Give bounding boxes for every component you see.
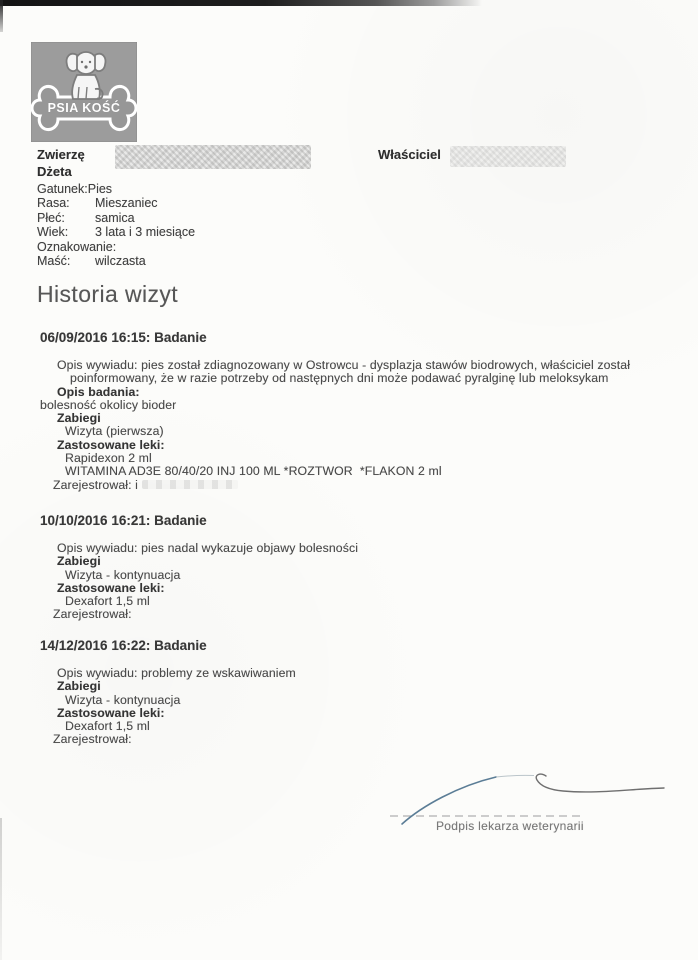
- clinic-logo: [31, 42, 137, 142]
- field-label: Oznakowanie:: [37, 239, 117, 254]
- visit-line: Opis wywiadu: pies został zdiagnozowany w Ostrowcu - dysplazja stawów biodrowych, właściciel został: [57, 358, 631, 372]
- visit-heading: 06/09/2016 16:15: Badanie: [40, 330, 207, 345]
- animal-row-marking: [37, 240, 195, 254]
- visit-line: Zabiegi: [57, 411, 101, 426]
- visit-line: Opis wywiadu: problemy ze wskawiwaniem: [57, 666, 296, 680]
- field-label: Gatunek:Pies: [37, 182, 113, 196]
- visit-line: Zastosowane leki:: [57, 580, 165, 595]
- visit-line-registered-by: Zarejestrował:: [53, 732, 132, 747]
- visit-line: Opis badania:: [57, 384, 140, 399]
- visit-line: Zabiegi: [57, 679, 101, 694]
- field-value: Mieszaniec: [95, 196, 158, 211]
- scan-artifact-top-bar: [0, 0, 482, 6]
- visit-line: bolesność okolicy bioder: [40, 397, 177, 412]
- visit-line-registered-by: Zarejestrował: i: [40, 479, 670, 492]
- redacted-registrar-name: [142, 480, 238, 489]
- visit-heading: 10/10/2016 16:21: Badanie: [40, 513, 207, 528]
- visit-entry-1: [40, 330, 670, 492]
- field-label: Wiek:: [37, 225, 69, 240]
- field-label: Płeć:: [37, 210, 65, 225]
- animal-row-species: [37, 182, 195, 196]
- field-value: 3 lata i 3 miesiące: [95, 225, 196, 240]
- visit-line: Opis wywiadu: pies nadal wykazuje objawy bolesności: [57, 541, 359, 555]
- field-label: Maść:: [37, 254, 71, 269]
- signature-area: [378, 750, 698, 845]
- field-value: wilczasta: [95, 254, 146, 269]
- visit-heading: 14/12/2016 16:22: Badanie: [40, 638, 207, 653]
- visit-line: WITAMINA AD3E 80/40/20 INJ 100 ML *ROZTWOR *FLAKON 2 ml: [65, 464, 442, 479]
- animal-row-breed: [37, 196, 195, 210]
- scan-artifact-left-top: [0, 0, 3, 32]
- animal-row-sex: [37, 211, 195, 225]
- animal-row-age: [37, 225, 195, 239]
- animal-section-label: Zwierzę: [37, 147, 85, 162]
- animal-name: Dżeta: [37, 164, 72, 179]
- visit-line: Zabiegi: [57, 554, 101, 569]
- visit-line: poinformowany, że w razie potrzeby od następnych dni może podawać pyralginę lub meloksykam: [70, 371, 609, 386]
- page-title: Historia wizyt: [37, 281, 179, 307]
- redacted-owner-name: [450, 146, 566, 167]
- owner-section-label: Właściciel: [378, 147, 441, 162]
- visit-line: Wizyta (pierwsza): [65, 424, 164, 439]
- visit-entry-2: [40, 513, 670, 622]
- animal-row-coat: [37, 254, 195, 268]
- signature-caption: Podpis lekarza weterynarii: [436, 819, 584, 833]
- field-label: Rasa:: [37, 196, 70, 211]
- visit-entry-3: [40, 638, 670, 747]
- dog-bone-logo-icon: [31, 42, 137, 142]
- visit-line: Wizyta - kontynuacja: [65, 567, 181, 582]
- scan-artifact-left-bottom: [0, 818, 2, 960]
- visit-line: Zastosowane leki:: [57, 705, 165, 720]
- visit-line: Wizyta - kontynuacja: [65, 692, 181, 707]
- visit-line: Dexafort 1,5 ml: [65, 594, 150, 609]
- visit-line-registered-by: Zarejestrował:: [53, 607, 132, 622]
- visit-line: Zastosowane leki:: [57, 437, 165, 452]
- field-value: samica: [95, 210, 135, 225]
- visit-line: Dexafort 1,5 ml: [65, 719, 150, 734]
- animal-details: [37, 164, 195, 268]
- logo-text: PSIA KOŚĆ: [47, 101, 121, 115]
- visit-line: Rapidexon 2 ml: [65, 451, 152, 466]
